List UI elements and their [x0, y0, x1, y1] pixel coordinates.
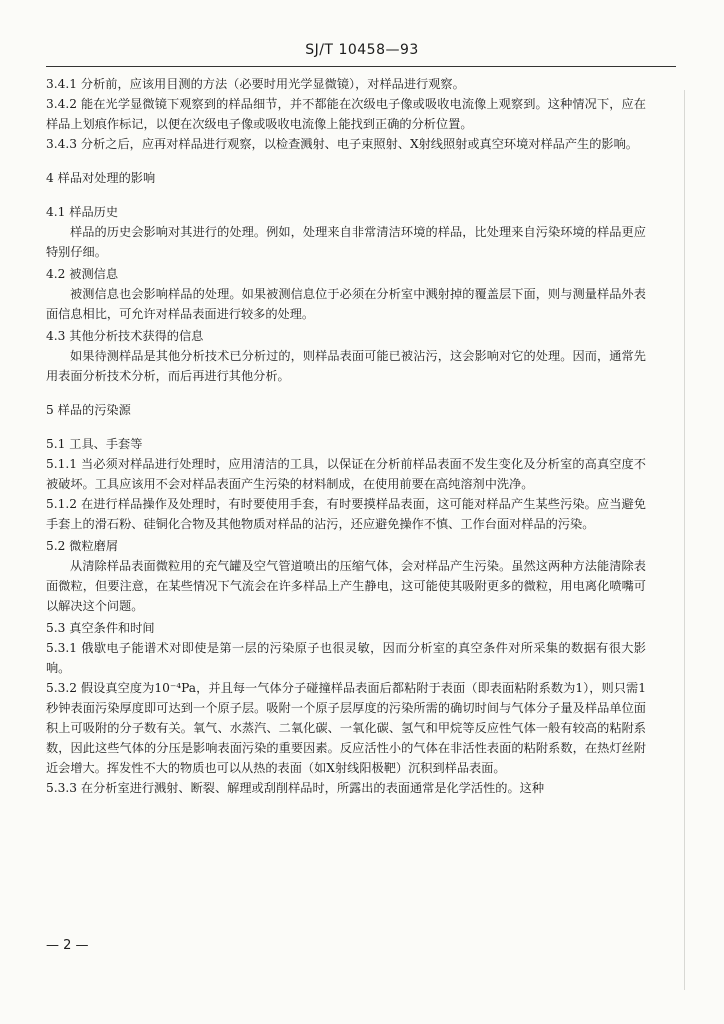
subheading-5-2: 5.2 微粒磨屑 — [46, 539, 119, 553]
section-heading-4: 4 样品对处理的影响 — [46, 171, 156, 185]
paragraph-4-1: 样品的历史会影响对其进行的处理。例如，处理来自非常清洁环境的样品，比处理来自污染环境的样品更应特别仔细。 — [46, 225, 646, 259]
scan-edge-line — [684, 90, 685, 990]
header-rule — [46, 66, 676, 67]
clause-5-3-2: 5.3.2 假设真空度为10⁻⁴Pa，并且每一气体分子碰撞样品表面后都粘附于表面（即表面粘附系数为1），则只需1秒钟表面污染厚度即可达到一个原子层。吸附一个原子层厚度的污染所需的确切时间与气体分子量及样品单位面积上可吸附的分子数有关。氧气、水蒸汽、二氧化碳、一氧化碳、氢气和甲烷等反应性气体一般有较高的粘附系数，因此这些气体的分压是影响表面污染的重要因素。反应活性小的气体在非活性表面的粘附系数，在热灯丝附近会增大。挥发性不大的物质也可以从热的表面（如X射线阳极靶）沉积到样品表面。 — [46, 681, 646, 775]
clause-3-4-1: 3.4.1 分析前，应该用目测的方法（必要时用光学显微镜），对样品进行观察。 — [46, 77, 465, 91]
section-heading-5: 5 样品的污染源 — [46, 403, 131, 417]
clause-3-4-2: 3.4.2 能在光学显微镜下观察到的样品细节，并不都能在次级电子像或吸收电流像上观察到。这种情况下，应在样品上划痕作标记，以便在次级电子像或吸收电流像上能找到正确的分析位置。 — [46, 97, 646, 131]
paragraph-4-3: 如果待测样品是其他分析技术已分析过的，则样品表面可能已被沾污，这会影响对它的处理。因而，通常先用表面分析技术分析，而后再进行其他分析。 — [46, 349, 646, 383]
standard-code-header: SJ/T 10458—93 — [305, 42, 419, 58]
clause-5-1-2: 5.1.2 在进行样品操作及处理时，有时要使用手套，有时要摸样品表面，这可能对样品产生某些污染。应当避免手套上的滑石粉、硅铜化合物及其他物质对样品的沾污，还应避免操作不慎、工作台面对样品的污染。 — [46, 497, 646, 531]
clause-3-4-3: 3.4.3 分析之后，应再对样品进行观察，以检查溅射、电子束照射、X射线照射或真空环境对样品产生的影响。 — [46, 137, 638, 151]
subheading-5-1: 5.1 工具、手套等 — [46, 437, 143, 451]
subheading-4-3: 4.3 其他分析技术获得的信息 — [46, 329, 204, 343]
document-body — [46, 74, 646, 798]
subheading-4-2: 4.2 被测信息 — [46, 267, 119, 281]
clause-5-1-1: 5.1.1 当必须对样品进行处理时，应用清洁的工具，以保证在分析前样品表面不发生变化及分析室的高真空度不被破坏。工具应该用不会对样品表面产生污染的材料制成，在使用前要在高纯溶剂中洗净。 — [46, 457, 646, 491]
subheading-4-1: 4.1 样品历史 — [46, 205, 119, 219]
clause-5-3-1: 5.3.1 俄歇电子能谱术对即使是第一层的污染原子也很灵敏，因而分析室的真空条件对所采集的数据有很大影响。 — [46, 641, 646, 675]
paragraph-4-2: 被测信息也会影响样品的处理。如果被测信息位于必须在分析室中溅射掉的覆盖层下面，则与测量样品外表面信息相比，可允许对样品表面进行较多的处理。 — [46, 287, 646, 321]
subheading-5-3: 5.3 真空条件和时间 — [46, 621, 155, 635]
paragraph-5-2: 从清除样品表面微粒用的充气罐及空气管道喷出的压缩气体，会对样品产生污染。虽然这两种方法能清除表面微粒，但要注意，在某些情况下气流会在许多样品上产生静电，这可能使其吸附更多的微粒，用电离化喷嘴可以解决这个问题。 — [46, 559, 646, 613]
clause-5-3-3: 5.3.3 在分析室进行溅射、断裂、解理或刮削样品时，所露出的表面通常是化学活性的。这种 — [46, 781, 545, 795]
page-number: — 2 — — [46, 938, 89, 953]
